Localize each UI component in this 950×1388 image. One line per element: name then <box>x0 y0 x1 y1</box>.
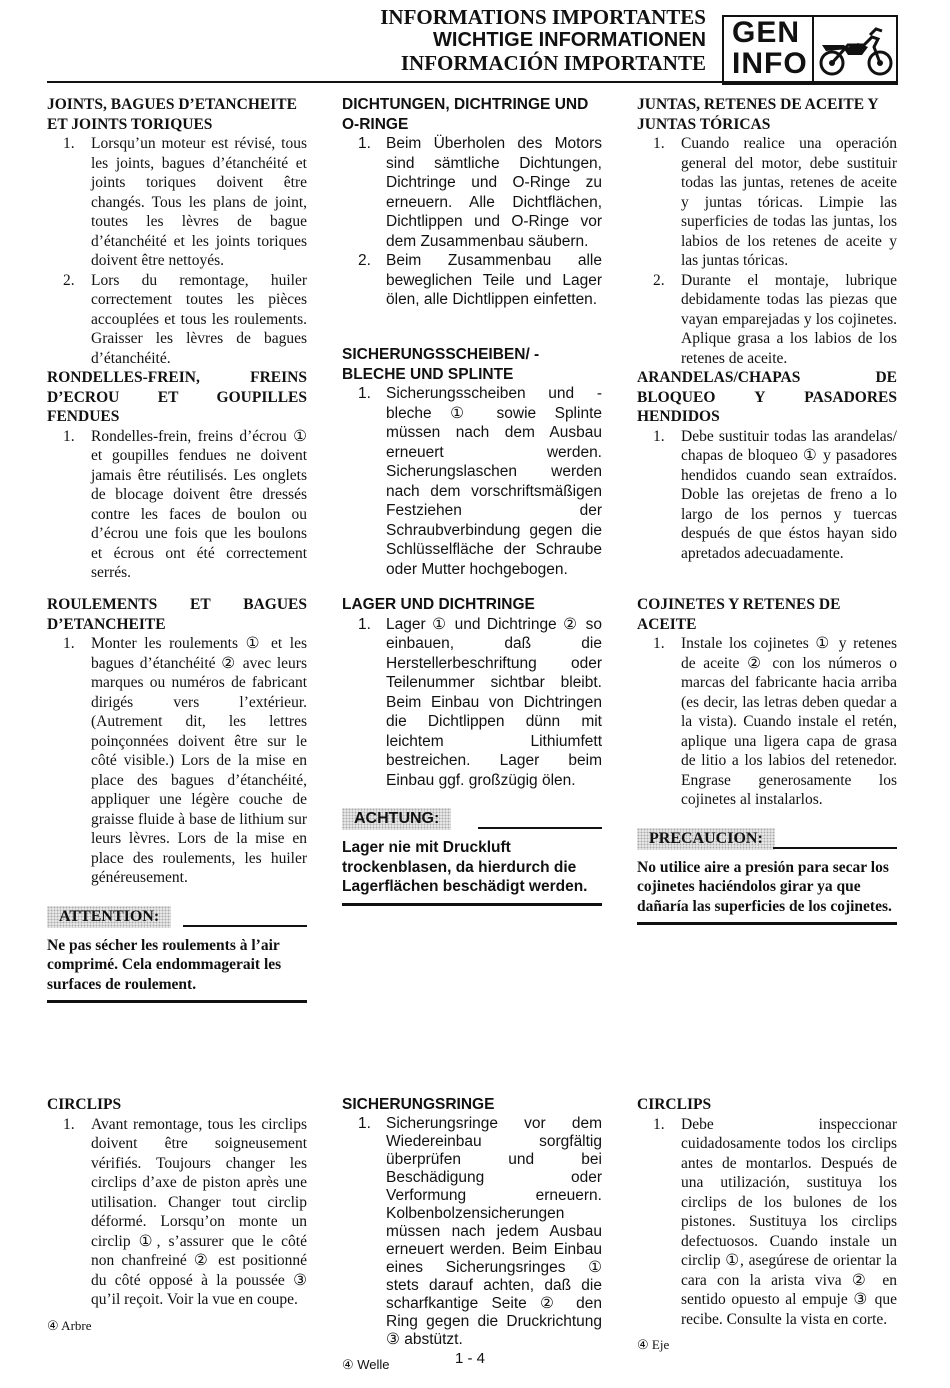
column-es-top <box>637 95 897 563</box>
item-number: 2. <box>653 271 665 289</box>
numbered-list <box>637 427 897 564</box>
caution-box <box>342 808 602 832</box>
item-text: Sicherungsringe vor dem Wiedereinbau sorgfältig überprüfen und bei Beschädigung oder Verformung erneuern. Kolbenbolzensicherungen müssen nach jedem Ausbau erneuert werden. Beim Einbau eines Sicherungsringes ① stets darauf achten, daß die scharfkantige Seite ② den Ring gegen die Druckrichtung ③ abstützt. <box>386 1114 602 1348</box>
item-text: Rondelles-frein, freins d’écrou ① et goupilles fendues ne doivent jamais être réutilisés. Les onglets de blocage doivent être dressés contre les faces de boulon ou d’écrou une fois que les boulons et écrous ont été correctement serrés. <box>91 427 307 581</box>
list-item <box>637 134 897 271</box>
list-item <box>47 634 307 888</box>
item-text: Monter les roulements ① et les bagues d’étanchéité ② avec leurs marques ou numéros de fabricant dirigés vers l’extérieur. (Autrement dit, les lettres poinçonnées doivent être sur le côté visible.) Lors de la mise en place des bagues d’étanchéité, appliquer une légère couche de graisse fluide à base de lithium sur leurs lèvres. Lors de la mise en place des roulements, les huiler généreusement. <box>91 635 307 886</box>
item-number: 1. <box>358 135 371 152</box>
item-number: 1. <box>653 135 665 152</box>
badge-divider <box>812 17 814 83</box>
numbered-list <box>47 634 307 888</box>
item-text: Sicherungsscheiben und -bleche ① sowie Splinte müssen nach dem Ausbau erneuert werden. Sicherungslaschen werden nach dem vorschriftsmäßigen Festziehen der Schraubverbindung gegen die Schlüsselfläche der Schraube oder Mutter hochgebogen. <box>386 385 602 578</box>
section-heading: CIRCLIPS <box>47 1096 122 1113</box>
caution-label: ATTENTION: <box>47 906 171 928</box>
column-de-middle <box>342 595 602 906</box>
item-text: Instale los cojinetes ① y retenes de aceite ② con los números o marcas del fabricante hacia arriba (es decir, las letras deben quedar a la vista). Cuando instale el retén, aplique una ligera capa de grasa de litio a los labios del retenedor. Engrase generosamente los cojinetes al instalarlos. <box>681 635 897 808</box>
list-item <box>637 1115 897 1330</box>
numbered-list <box>342 384 602 579</box>
list-item <box>637 427 897 564</box>
item-number: 1. <box>63 1115 75 1133</box>
list-item <box>342 251 602 310</box>
section-heading: JUNTAS, RETENES DE ACEITE Y JUNTAS TÓRICAS <box>637 96 879 133</box>
header-rule <box>47 81 897 83</box>
list-item <box>47 271 307 369</box>
section-heading: CIRCLIPS <box>637 1096 712 1113</box>
numbered-list <box>342 1115 602 1349</box>
header-title-es: INFORMACIÓN IMPORTANTE <box>400 51 706 75</box>
item-text: Debe inspeccionar cuidadosamente todos los circlips antes de montarlos. Después de una utilización, sustituya los circlips de los bulones de los pistones. Sustituya los circlips defectuosos. Cuando instale un circlip ①, asegúrese de orientar la cara con la arista viva ② en sentido opuesto al empuje ③ que recibe. Consulte la vista en corte. <box>681 1115 897 1328</box>
item-number: 1. <box>63 427 75 445</box>
item-number: 1. <box>358 615 371 633</box>
caution-rule <box>773 847 897 849</box>
column-de-top <box>342 95 602 310</box>
item-text: Cuando realice una operación general del motor, debe sustituir todas las juntas, retenes de aceite y juntas tóricas. Limpie las superficies de todas las juntas, los labios de los retenes de aceite y las juntas tóricas. <box>681 135 897 269</box>
caution-box <box>637 828 897 852</box>
item-text: Avant remontage, tous les circlips doivent être soigneusement vérifiés. Toujours changer les circlips d’axe de piston après une utilisation. Changer tout circlip déformé. Lorsqu’on monte un circlip ①, s’assurer que le côté non chanfreiné ② est positionné du côté opposé à la poussée ③ qu’il reçoit. Voir la vue en coupe. <box>91 1115 307 1308</box>
numbered-list <box>637 634 897 810</box>
figure-legend: ④ Welle <box>342 1356 390 1372</box>
item-text: Beim Zusammenbau alle beweglichen Teile und Lager ölen, alle Dichtlippen einfetten. <box>386 252 602 308</box>
list-item <box>47 1115 307 1310</box>
column-fr-middle <box>47 595 307 1003</box>
list-item <box>637 271 897 369</box>
list-item <box>637 634 897 810</box>
caution-rule <box>183 925 307 927</box>
numbered-list <box>637 134 897 368</box>
caution-text: Lager nie mit Druckluft trockenblasen, da hierdurch die Lagerflächen beschädigt werden. <box>342 838 602 906</box>
badge-line-2: INFO <box>732 47 808 80</box>
section-heading: ARANDELAS/CHAPAS DE BLOQUEO Y PASADORES HENDIDOS <box>637 369 897 425</box>
list-item <box>342 1115 602 1349</box>
section-heading: LAGER UND DICHTRINGE <box>342 596 535 613</box>
list-item <box>342 615 602 791</box>
caution-label: ACHTUNG: <box>342 808 451 830</box>
section-heading: RONDELLES-FREIN, FREINS D’ECROU ET GOUPILLES FENDUES <box>47 369 307 425</box>
item-text: Lors du remontage, huiler correctement toutes les pièces accouplées et tous les roulements. Graisser les lèvres de bagues d’étanchéité. <box>91 271 307 367</box>
numbered-list <box>342 134 602 310</box>
caution-label: PRECAUCION: <box>637 828 775 850</box>
item-number: 1. <box>63 635 75 652</box>
item-text: Lorsqu’un moteur est révisé, tous les joints, bagues d’étanchéité et joints toriques doivent être changés. Tous les plans de joint, toutes les lèvres de bague d’étanchéité et les joints toriques doivent être nettoyés. <box>91 135 307 269</box>
section-heading: DICHTUNGEN, DICHTRINGE UND O-RINGE <box>342 96 589 133</box>
item-number: 2. <box>63 271 75 289</box>
item-number: 1. <box>358 1114 371 1132</box>
item-number: 1. <box>653 427 665 445</box>
page-number: 1 - 4 <box>455 1350 486 1367</box>
item-number: 1. <box>653 635 665 652</box>
caution-text: Ne pas sécher les roulements à l’air comprimé. Cela endommagerait les surfaces de roulement. <box>47 936 307 1004</box>
numbered-list <box>342 615 602 791</box>
numbered-list <box>47 1115 307 1310</box>
section-heading: JOINTS, BAGUES D’ETANCHEITE ET JOINTS TORIQUES <box>47 96 297 133</box>
numbered-list <box>47 427 307 583</box>
gen-info-badge <box>722 15 898 85</box>
column-de-bottom <box>342 1095 602 1374</box>
list-item <box>342 134 602 251</box>
figure-legend: ④ Eje <box>637 1337 670 1352</box>
column-de-top-2 <box>342 345 602 579</box>
column-es-middle <box>637 595 897 925</box>
item-number: 2. <box>358 252 371 269</box>
item-number: 1. <box>358 385 371 402</box>
caution-box <box>47 906 307 930</box>
list-item <box>47 427 307 583</box>
header-title-de: WICHTIGE INFORMATIONEN <box>433 29 706 51</box>
list-item <box>47 134 307 271</box>
badge-line-1: GEN <box>732 16 801 49</box>
section-heading: COJINETES Y RETENES DE ACEITE <box>637 596 841 633</box>
column-fr-top <box>47 95 307 583</box>
list-item <box>342 384 602 579</box>
numbered-list <box>47 134 307 368</box>
page-header-titles <box>380 6 706 75</box>
item-text: Lager ① und Dichtringe ② so einbauen, daß die Herstellerbeschriftung oder Teilenummer sichtbar bleibt. Beim Einbau von Dichtringen die Dichtlippen dünn mit leichtem Lithiumfett bestreichen. Lager beim Einbau ggf. großzügig ölen. <box>386 615 602 789</box>
badge-text <box>732 17 808 79</box>
item-text: Durante el montaje, lubrique debidamente todas las piezas que vayan emparejadas y los cojinetes. Aplique grasa a los labios de los retenes de aceite. <box>681 271 897 367</box>
item-text: Debe sustituir todas las arandelas/ chapas de bloqueo ① y pasadores hendidos cuando sean extraídos. Doble las orejetas de freno a lo largo de los pernos y tuercas después de que éstos hayan sido apretados adecuadamente. <box>681 427 897 562</box>
motorcycle-icon <box>818 23 894 79</box>
item-text: Beim Überholen des Motors sind sämtliche Dichtungen, Dichtringe und O-Ringe zu erneuern. Alle Dichtflächen, Dichtlippen und O-Ringe vor dem Zusammenbau säubern. <box>386 135 602 250</box>
header-title-fr: INFORMATIONS IMPORTANTES <box>380 5 706 29</box>
caution-rule <box>478 827 602 829</box>
column-es-bottom <box>637 1095 897 1355</box>
figure-legend: ④ Arbre <box>47 1317 92 1333</box>
item-number: 1. <box>653 1115 665 1133</box>
section-heading: ROULEMENTS ET BAGUES D’ETANCHEITE <box>47 596 307 633</box>
section-heading: SICHERUNGSRINGE <box>342 1096 495 1113</box>
column-fr-bottom <box>47 1095 307 1335</box>
section-heading: SICHERUNGSSCHEIBEN/ -BLECHE UND SPLINTE <box>342 346 540 383</box>
numbered-list <box>637 1115 897 1330</box>
caution-text: No utilice aire a presión para secar los cojinetes haciéndolos girar ya que dañaría las superficies de los cojinetes. <box>637 858 897 926</box>
item-number: 1. <box>63 135 75 152</box>
